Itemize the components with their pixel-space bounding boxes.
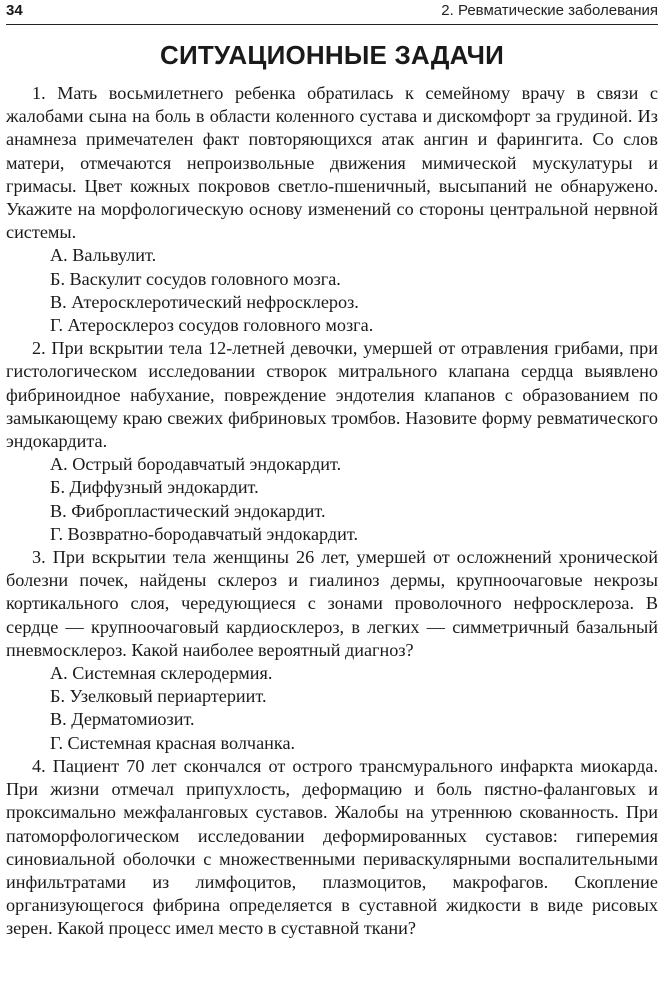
tasks-content [6,82,658,941]
page-number: 34 [6,2,23,19]
section-title: СИТУАЦИОННЫЕ ЗАДАЧИ [160,40,504,70]
task-1-text: 1. Мать восьмилетнего ребенка обратилась к семейному врачу в связи с жалобами сына на боль в области коленного сустава и дискомфорт за грудиной. Из анамнеза примечателен факт повторяющихся атак ангин и фарингита. Со слов матери, отмечаются непроизвольные движения мимической мускулатуры и гримасы. Цвет кожных покровов светло-пшеничный, высыпаний не обнаружено. Укажите на морфологическую основу изменений со стороны центральной нервной системы. [6,83,658,243]
chapter-title: 2. Ревматические заболевания [441,2,658,19]
task-1-option-a: А. Вальвулит. [50,245,157,266]
task-3-text: 3. При вскрытии тела женщины 26 лет, умершей от осложнений хронической болезни почек, найдены склероз и гиалиноз дермы, крупноочаговые некрозы кортикального слоя, чередующиеся с зонами проволочного нефросклероза. В сердце — крупноочаговый кардиосклероз, в легких — симметричный базальный пневмосклероз. Какой наиболее вероятный диагноз? [6,547,658,660]
task-3-option-b: Б. Узелковый периартериит. [50,686,267,707]
task-1-option-b: Б. Васкулит сосудов головного мозга. [50,268,341,289]
page-header [6,0,658,25]
task-2-option-a: А. Острый бородавчатый эндокардит. [50,454,342,475]
task-3-option-a: А. Системная склеродермия. [50,663,273,684]
task-2-text: 2. При вскрытии тела 12-летней девочки, умершей от отравления грибами, при гистологическом исследовании створок митрального клапана сердца выявлено фибриноидное набухание, повреждение эндотелия клапанов с образованием по замыкающему краю свежих фибриновых тромбов. Назовите форму ревматического эндокардита. [6,338,658,452]
task-1-option-c: В. Атеросклеротический нефросклероз. [50,291,359,312]
task-1-option-d: Г. Атеросклероз сосудов головного мозга. [50,315,374,336]
task-3-option-c: В. Дерматомиозит. [50,709,195,730]
task-3-option-d: Г. Системная красная волчанка. [50,732,296,753]
task-2-option-b: Б. Диффузный эндокардит. [50,477,259,498]
task-4-text: 4. Пациент 70 лет скончался от острого трансмурального инфаркта миокарда. При жизни отмечал припухлость, деформацию и боль пястно-фаланговых и проксимально межфаланговых суставов. Жалобы на утреннюю скованность. При патоморфологическом исследовании деформированных суставов: гиперемия синовиальной оболочки с множественными периваскулярными воспалительными инфильтратами из лимфоцитов, плазмоцитов, макрофагов. Скопление организующегося фибрина определяется в суставной жидкости в виде рисовых зерен. Какой процесс имел место в суставной ткани? [6,755,658,939]
task-2-option-c: В. Фибропластический эндокардит. [50,500,326,521]
task-2-option-d: Г. Возвратно-бородавчатый эндокардит. [50,523,358,544]
